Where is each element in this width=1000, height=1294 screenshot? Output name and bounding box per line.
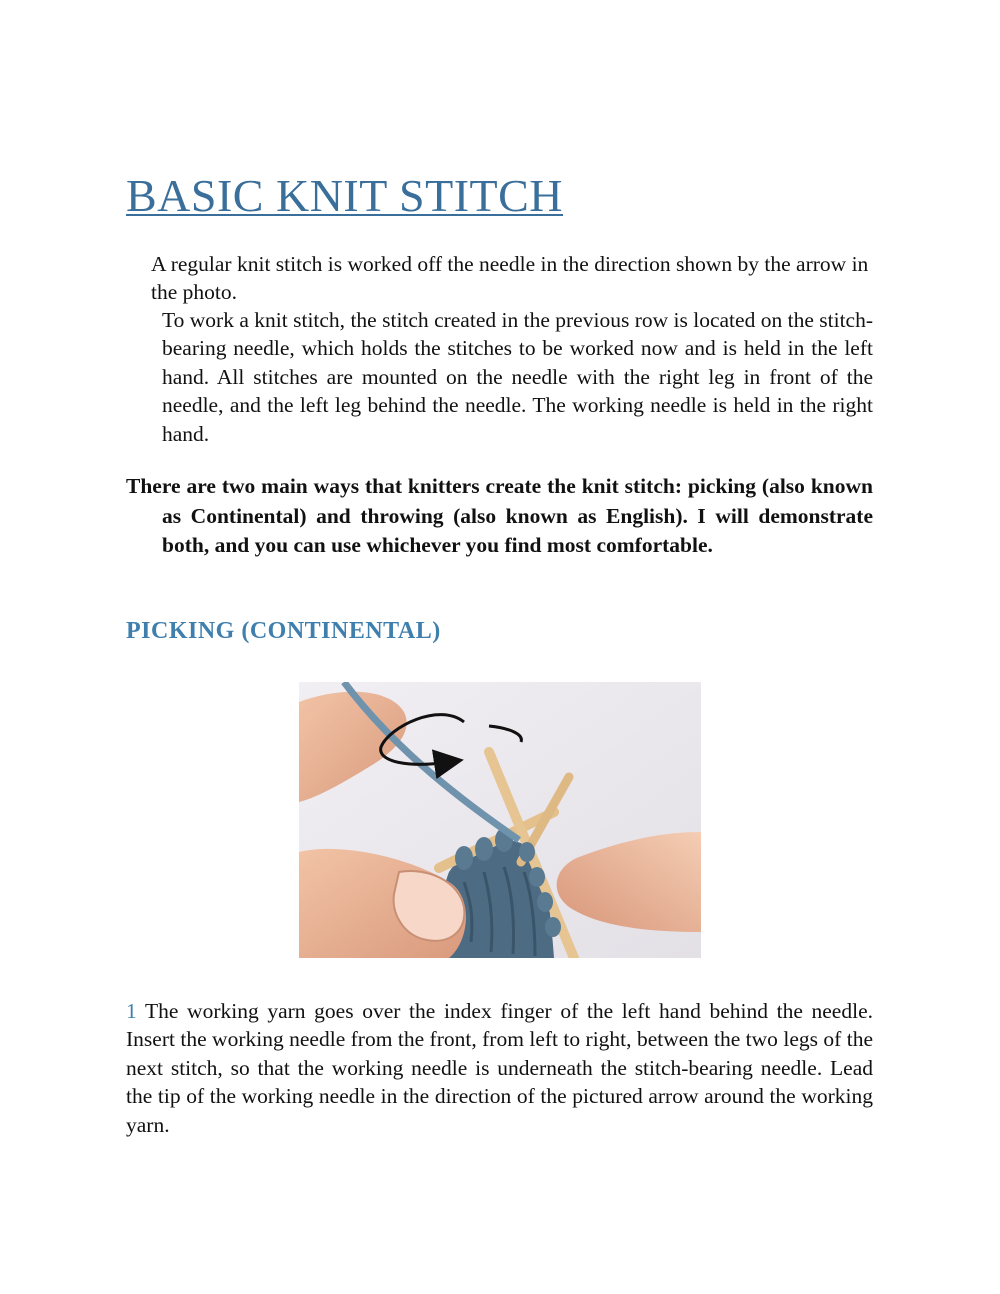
section-heading-picking: PICKING (CONTINENTAL) (126, 618, 441, 644)
step-number: 1 (126, 999, 137, 1023)
page-title: BASIC KNIT STITCH (126, 170, 564, 221)
step-1-text: The working yarn goes over the index finger of the left hand behind the needle. Insert the working needle from the front, from left to right, between the two legs of the next stitch, so that the working needle is underneath the stitch-bearing needle. Lead the tip of the working needle in the direction of the pictured arrow around the working yarn. (126, 999, 873, 1137)
step-1-paragraph (126, 997, 873, 1139)
intro-paragraph-1: A regular knit stitch is worked off the needle in the direction shown by the arrow in the photo. (151, 252, 869, 305)
intro-paragraph-2: To work a knit stitch, the stitch created in the previous row is located on the stitch-bearing needle, which holds the stitches to be worked now and is held in the left hand. All stitches are mounted on the needle with the right leg in front of the needle, and the left leg behind the needle. The working needle is held in the right hand. (162, 308, 873, 446)
knitting-photo (299, 682, 701, 958)
methods-paragraph: There are two main ways that knitters create the knit stitch: picking (also known as Continental) and throwing (also known as English). I will demonstrate both, and you can use whichever you find most comfortable. (126, 474, 873, 557)
knitting-photo-illustration (299, 682, 701, 958)
